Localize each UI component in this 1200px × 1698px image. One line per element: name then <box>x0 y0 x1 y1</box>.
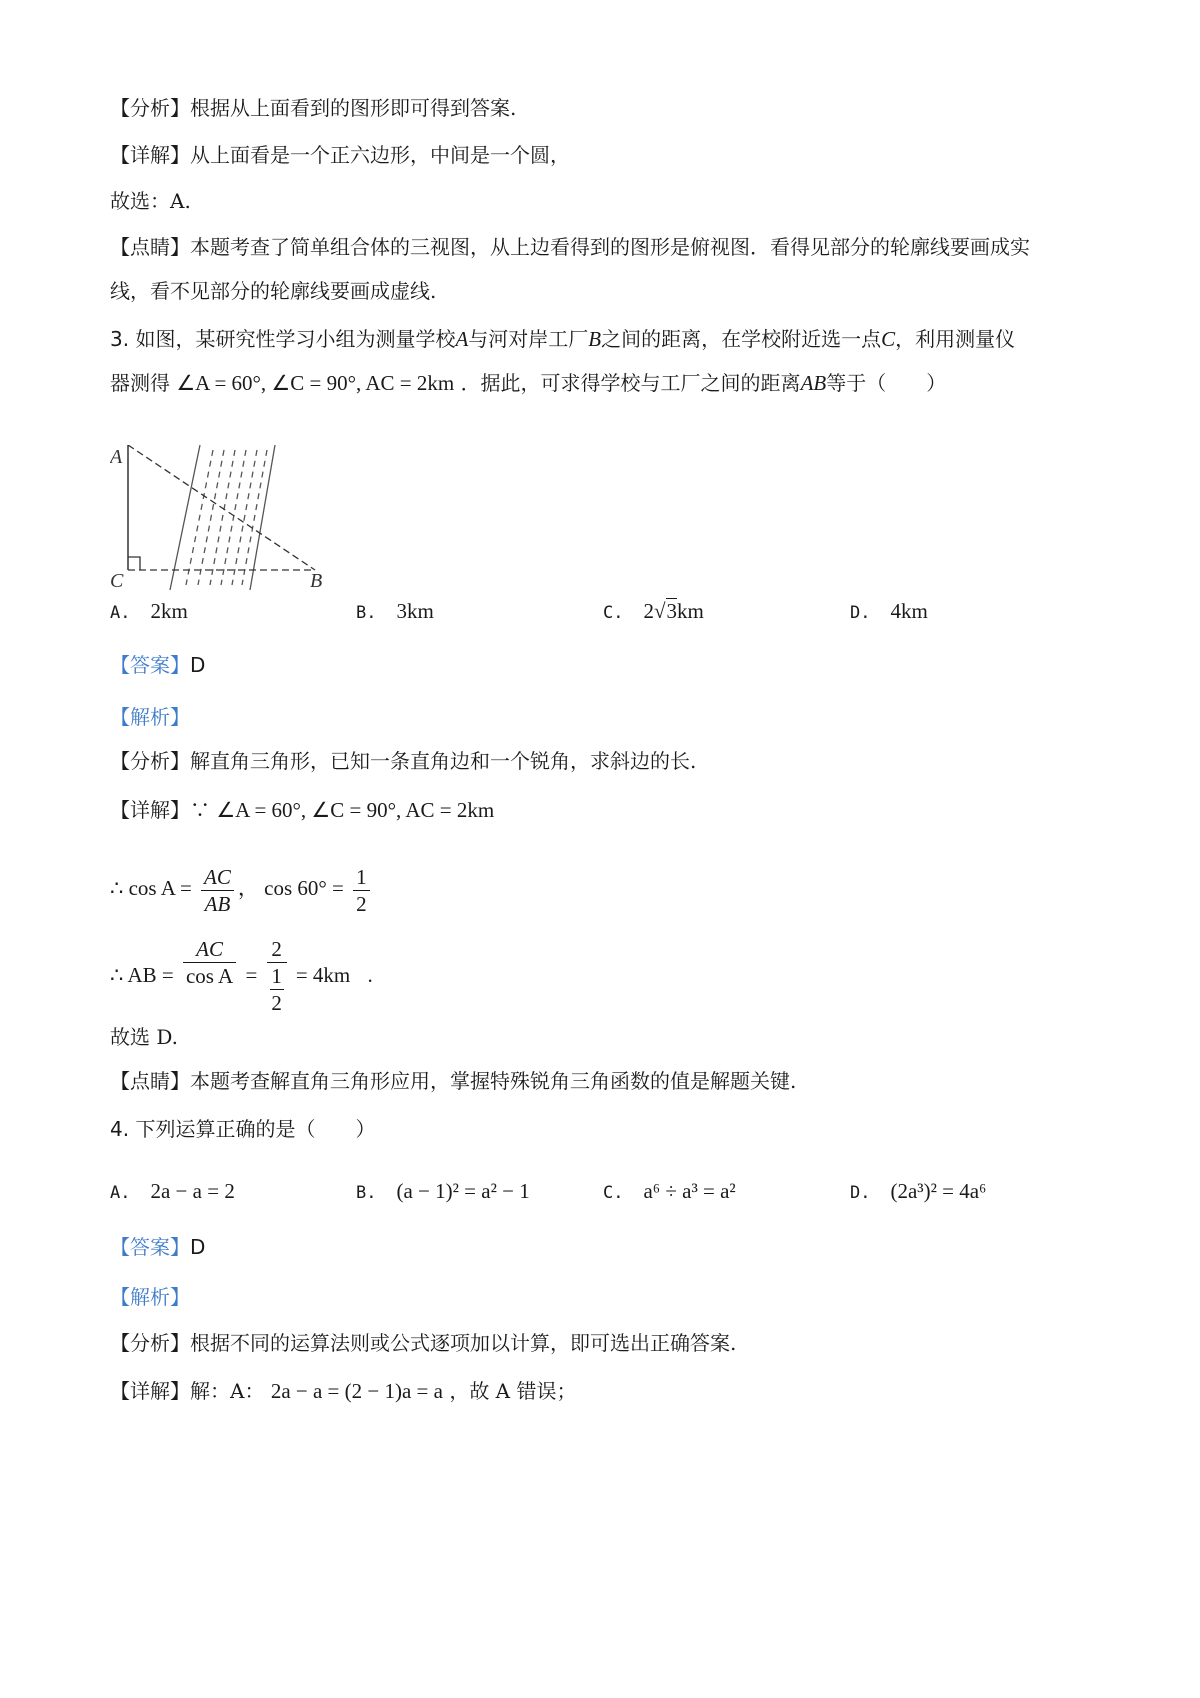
option-value: 2√3km <box>643 599 704 623</box>
option-value: a⁶ ÷ a³ = a² <box>643 1179 736 1203</box>
option-letter: B. <box>356 603 377 623</box>
option-unit: km <box>677 599 704 623</box>
detail-lead: 【详解】解：A： <box>110 1379 265 1403</box>
label-c: C <box>110 570 124 592</box>
detail-expression: 2a − a = (2 − 1)a = a <box>270 1379 443 1403</box>
river-bank-right <box>250 445 275 590</box>
q3-stem-text: 之间的距离，在学校附近选一点 <box>601 327 882 351</box>
answer-tag: 【答案】 <box>110 653 190 677</box>
label-a: A <box>110 446 123 468</box>
q3-step1 <box>110 858 374 918</box>
detail-expression: ∠A = 60°, ∠C = 90°, AC = 2km <box>216 798 495 822</box>
answer-value: D <box>190 1235 206 1259</box>
fraction-half <box>353 864 370 917</box>
q2-choice: 故选：A. <box>110 189 191 213</box>
step2-lead: ∴ AB = <box>110 963 174 987</box>
frac-den: 2 <box>356 891 367 916</box>
option-letter: D. <box>850 1183 871 1203</box>
q3-step2 <box>110 930 373 1020</box>
frac-num: AC <box>196 937 224 961</box>
q3-comment: 【点睛】本题考查解直角三角形应用，掌握特殊锐角三角函数的值是解题关键. <box>110 1069 797 1093</box>
q3-option-a[interactable] <box>110 596 188 628</box>
q3-option-b[interactable] <box>356 596 434 628</box>
step2-end: . <box>367 963 373 987</box>
q3-option-c[interactable] <box>603 596 704 628</box>
step1-cos: cos 60° = <box>264 876 344 900</box>
q3-stem-text: 如图，某研究性学习小组为测量学校 <box>135 327 456 351</box>
q3-var-a: A <box>455 327 469 351</box>
option-letter: A. <box>110 603 131 623</box>
option-letter: C. <box>603 603 624 623</box>
option-letter: B. <box>356 1183 377 1203</box>
frac-den <box>267 963 287 1016</box>
detail-tail: ，故 A 错误； <box>449 1379 577 1403</box>
option-value: 4km <box>890 599 928 623</box>
q2-analysis: 【分析】根据从上面看到的图形即可得到答案. <box>110 96 517 120</box>
water-line <box>232 450 257 585</box>
q4-answer <box>110 1232 205 1262</box>
q4-option-b[interactable] <box>356 1176 530 1208</box>
fraction-ac-cosa <box>183 936 236 989</box>
q2-comment-line2: 线，看不见部分的轮廓线要画成虚线. <box>110 279 437 303</box>
q4-option-c[interactable] <box>603 1176 736 1208</box>
q3-stem-line2 <box>110 368 946 398</box>
q4-detail <box>110 1376 577 1406</box>
q3-answer <box>110 650 205 680</box>
frac-num: AC <box>204 864 231 889</box>
q3-choice: 故选 D. <box>110 1025 179 1049</box>
option-value: 2a − a = 2 <box>150 1179 235 1203</box>
q3-option-d[interactable] <box>850 596 928 628</box>
q4-stem <box>110 1114 375 1144</box>
inner-den: 2 <box>271 991 282 1015</box>
q2-detail: 【详解】从上面看是一个正六边形，中间是一个圆， <box>110 143 570 167</box>
q3-var-b: B <box>588 327 602 351</box>
option-coef: 2 <box>643 599 654 623</box>
q3-stem-text: 与河对岸工厂 <box>468 327 589 351</box>
option-value: 3km <box>396 599 434 623</box>
option-letter: D. <box>850 603 871 623</box>
q3-number: 3. <box>110 327 130 351</box>
q2-comment-line1: 【点睛】本题考查了简单组合体的三视图，从上边看得到的图形是俯视图．看得见部分的轮廓线要画成实 <box>110 235 1030 259</box>
q4-number: 4. <box>110 1117 130 1141</box>
frac-den: cos A <box>185 964 234 988</box>
frac-den: AB <box>204 891 231 916</box>
river-bank-left <box>170 445 200 590</box>
step1-lead: ∴ cos A = <box>110 876 192 900</box>
q3-stem-text: ，利用测量仪 <box>895 327 1016 351</box>
q3-stem-text: ．据此，可求得学校与工厂之间的距离 <box>460 371 801 395</box>
frac-num: 2 <box>271 937 282 961</box>
option-letter: C. <box>603 1183 624 1203</box>
q3-detail <box>110 795 494 825</box>
water-line <box>198 450 224 585</box>
equals: = <box>245 963 258 987</box>
step2-result: = 4km <box>295 963 351 987</box>
right-angle-mark <box>128 557 140 570</box>
water-line <box>221 450 246 585</box>
q4-explain-tag: 【解析】 <box>110 1285 190 1309</box>
q3-var-ab: AB <box>800 371 827 395</box>
q3-stem-text: 等于（ ） <box>826 371 947 395</box>
fraction-complex <box>267 936 287 1016</box>
q4-analysis: 【分析】根据不同的运算法则或公式逐项加以计算，即可选出正确答案. <box>110 1331 737 1355</box>
option-value: (a − 1)² = a² − 1 <box>396 1179 530 1203</box>
q3-given-expression: ∠A = 60°, ∠C = 90°, AC = 2km <box>176 371 455 395</box>
q3-analysis: 【分析】解直角三角形，已知一条直角边和一个锐角，求斜边的长. <box>110 749 697 773</box>
q4-stem-text: 下列运算正确的是（ ） <box>135 1117 376 1141</box>
q3-stem-line1 <box>110 324 1015 354</box>
label-b: B <box>310 570 323 592</box>
q3-explain-tag: 【解析】 <box>110 705 190 729</box>
q4-option-d[interactable] <box>850 1176 986 1208</box>
option-radicand: 3 <box>666 599 678 623</box>
q3-stem-text: 器测得 <box>110 371 170 395</box>
separator: ， <box>237 876 259 900</box>
answer-tag: 【答案】 <box>110 1235 190 1259</box>
q3-var-c: C <box>881 327 896 351</box>
inner-num: 1 <box>271 964 282 988</box>
q4-option-a[interactable] <box>110 1176 235 1208</box>
option-value: 2km <box>150 599 188 623</box>
water-line <box>186 450 213 585</box>
answer-value: D <box>190 653 206 677</box>
frac-num: 1 <box>356 864 367 889</box>
detail-tag: 【详解】∵ <box>110 798 210 822</box>
option-value: (2a³)² = 4a⁶ <box>890 1179 987 1203</box>
fraction-ac-ab <box>201 864 234 917</box>
water-line <box>210 450 235 585</box>
option-letter: A. <box>110 1183 131 1203</box>
